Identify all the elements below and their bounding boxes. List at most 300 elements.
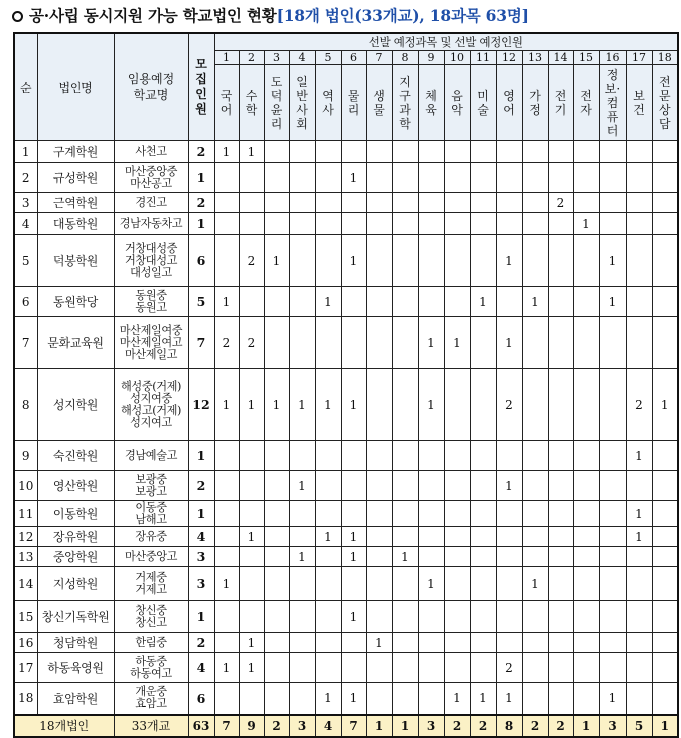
subject-count-cell [470,633,496,653]
subject-count-cell [522,141,548,163]
total-subject-count: 7 [214,715,239,737]
recruit-count: 3 [188,567,214,601]
subject-count-cell [573,317,599,369]
subject-name: 전자 [573,65,599,141]
subject-count-cell [392,193,418,213]
subject-number: 1 [214,51,239,65]
corporation-name: 덕봉학원 [37,235,114,287]
subject-count-cell [418,287,444,317]
subject-count-cell [573,633,599,653]
subject-count-cell [573,527,599,547]
subject-name: 정보·컴퓨터 [599,65,626,141]
subject-count-cell [652,317,678,369]
subject-count-cell [214,601,239,633]
subject-count-cell [214,163,239,193]
subject-count-cell [315,317,341,369]
row-number: 3 [14,193,37,213]
corporation-name: 효암학원 [37,683,114,715]
subject-count-cell [315,501,341,527]
subject-count-cell: 1 [341,601,366,633]
subject-number: 11 [470,51,496,65]
subject-count-cell [289,653,315,683]
row-number: 12 [14,527,37,547]
school-names: 마산중앙중 마산공고 [114,163,188,193]
subject-count-cell [573,683,599,715]
subject-count-cell [366,471,392,501]
subject-number: 5 [315,51,341,65]
school-names: 마산제일여중 마산제일여고 마산제일고 [114,317,188,369]
subject-count-cell [470,653,496,683]
subject-count-cell [418,141,444,163]
subject-count-cell [444,141,470,163]
subject-count-cell [315,653,341,683]
subject-count-cell [599,163,626,193]
subject-count-cell [626,193,652,213]
row-number: 1 [14,141,37,163]
header-recruit: 모 집 인 원 [188,33,214,141]
subject-count-cell: 1 [315,527,341,547]
subject-count-cell: 1 [315,683,341,715]
subject-count-cell [548,317,573,369]
subject-count-cell [522,653,548,683]
subject-count-cell [418,547,444,567]
subject-count-cell [366,547,392,567]
table-row [14,213,678,235]
subject-count-cell [239,471,264,501]
subject-count-cell [264,501,289,527]
header-selection: 선발 예정과목 및 선발 예정인원 [214,33,678,51]
subject-count-cell: 1 [289,547,315,567]
subject-count-cell [444,501,470,527]
subject-count-cell [599,633,626,653]
subject-count-cell [264,317,289,369]
subject-count-cell [652,213,678,235]
subject-count-cell [626,567,652,601]
subject-count-cell [522,441,548,471]
recruit-count: 4 [188,527,214,547]
subject-count-cell [573,547,599,567]
subject-count-cell [341,317,366,369]
subject-count-cell [599,547,626,567]
subject-count-cell [573,471,599,501]
subject-name: 지구과학 [392,65,418,141]
subject-count-cell [444,287,470,317]
subject-count-cell [264,441,289,471]
subject-count-cell [392,317,418,369]
subject-count-cell: 1 [392,547,418,567]
recruit-count: 1 [188,213,214,235]
subject-name: 체육 [418,65,444,141]
subject-count-cell [214,527,239,547]
subject-count-cell [652,683,678,715]
subject-count-cell: 2 [548,193,573,213]
subject-name: 생물 [366,65,392,141]
subject-count-cell [548,567,573,601]
subject-count-cell [366,527,392,547]
subject-count-cell: 1 [289,471,315,501]
subject-count-cell [444,235,470,287]
corporation-name: 근역학원 [37,193,114,213]
recruit-count: 1 [188,501,214,527]
subject-count-cell: 1 [239,633,264,653]
subject-name: 전문상담 [652,65,678,141]
school-names: 해성중(거제) 성지여중 해성고(거제) 성지여고 [114,369,188,441]
subject-count-cell [392,163,418,193]
header-no: 순 [14,33,37,141]
subject-count-cell [548,653,573,683]
recruit-count: 1 [188,441,214,471]
subject-count-cell [418,235,444,287]
subject-count-cell [341,193,366,213]
row-number: 17 [14,653,37,683]
subject-count-cell: 1 [470,683,496,715]
subject-count-cell [366,567,392,601]
row-number: 14 [14,567,37,601]
recruit-count: 6 [188,683,214,715]
subject-count-cell [496,213,522,235]
subject-count-cell [315,601,341,633]
subject-count-cell [341,213,366,235]
subject-count-cell: 1 [573,213,599,235]
subject-count-cell [470,567,496,601]
subject-count-cell [599,527,626,547]
subject-count-cell [496,501,522,527]
subject-count-cell [470,213,496,235]
subject-name: 역사 [315,65,341,141]
subject-count-cell [652,141,678,163]
total-subject-count: 2 [470,715,496,737]
subject-count-cell [522,213,548,235]
subject-count-cell [289,567,315,601]
subject-name: 국어 [214,65,239,141]
corporation-name: 지성학원 [37,567,114,601]
subject-count-cell [548,163,573,193]
subject-count-cell [264,163,289,193]
subject-count-cell [264,287,289,317]
subject-count-cell [366,235,392,287]
subject-count-cell [341,567,366,601]
table-row [14,287,678,317]
subject-count-cell [239,683,264,715]
subject-number: 9 [418,51,444,65]
subject-count-cell [496,441,522,471]
subject-count-cell [366,141,392,163]
subject-count-cell [315,567,341,601]
subject-count-cell: 2 [626,369,652,441]
subject-count-cell [315,471,341,501]
subject-count-cell [214,441,239,471]
subject-number: 7 [366,51,392,65]
school-names: 사천고 [114,141,188,163]
subject-count-cell [366,287,392,317]
subject-count-cell [289,601,315,633]
title-text: 공·사립 동시지원 가능 학교법인 현황 [29,6,277,25]
subject-name: 미술 [470,65,496,141]
subject-count-cell [392,369,418,441]
subject-count-cell: 1 [496,471,522,501]
school-names: 개운중 효암고 [114,683,188,715]
subject-count-cell [470,547,496,567]
subject-number: 18 [652,51,678,65]
corporation-name: 영산학원 [37,471,114,501]
subject-count-cell [522,471,548,501]
row-number: 6 [14,287,37,317]
subject-count-cell [366,317,392,369]
total-recruit: 63 [188,715,214,737]
subject-count-cell [470,369,496,441]
subject-name: 보건 [626,65,652,141]
recruit-count: 7 [188,317,214,369]
subject-count-cell [289,193,315,213]
subject-count-cell [315,547,341,567]
table-row [14,369,678,441]
table-row [14,471,678,501]
subject-count-cell [264,213,289,235]
subject-number: 4 [289,51,315,65]
subject-count-cell [496,633,522,653]
subject-count-cell [264,471,289,501]
row-number: 10 [14,471,37,501]
subject-count-cell: 1 [626,441,652,471]
subject-count-cell [522,235,548,287]
row-number: 15 [14,601,37,633]
subject-count-cell [214,501,239,527]
subject-count-cell [626,163,652,193]
corporation-name: 중앙학원 [37,547,114,567]
subject-count-cell: 1 [599,235,626,287]
subject-count-cell [315,213,341,235]
subject-count-cell [418,633,444,653]
table-row [14,527,678,547]
subject-count-cell [392,633,418,653]
subject-name: 일반사회 [289,65,315,141]
table-row [14,567,678,601]
subject-number: 17 [626,51,652,65]
row-number: 2 [14,163,37,193]
subject-count-cell [573,653,599,683]
row-number: 5 [14,235,37,287]
subject-count-cell [239,287,264,317]
subject-count-cell [444,547,470,567]
subject-count-cell: 1 [418,317,444,369]
header-schools: 임용예정 학교명 [114,33,188,141]
subject-count-cell [418,441,444,471]
subject-count-cell: 1 [496,683,522,715]
subject-count-cell: 1 [626,501,652,527]
subject-count-cell [522,193,548,213]
subject-count-cell [315,141,341,163]
subject-count-cell [264,567,289,601]
subject-count-cell [264,193,289,213]
subject-count-cell [392,501,418,527]
subject-count-cell [392,141,418,163]
subject-count-cell: 1 [341,683,366,715]
subject-count-cell [652,501,678,527]
table-row [14,141,678,163]
subject-count-cell [366,683,392,715]
subject-count-cell [289,441,315,471]
subject-count-cell [289,287,315,317]
subject-count-cell [264,141,289,163]
subject-count-cell [548,471,573,501]
school-names: 창신중 창신고 [114,601,188,633]
subject-number: 14 [548,51,573,65]
subject-count-cell [470,471,496,501]
subject-count-cell [548,369,573,441]
subject-count-cell [264,653,289,683]
subject-count-cell [366,501,392,527]
subject-count-cell [626,633,652,653]
row-number: 8 [14,369,37,441]
subject-count-cell [626,471,652,501]
subject-count-cell [496,141,522,163]
header-corp: 법인명 [37,33,114,141]
corporation-name: 문화교육원 [37,317,114,369]
subject-name: 음악 [444,65,470,141]
subject-count-cell [599,213,626,235]
subject-count-cell [573,235,599,287]
subject-count-cell [548,633,573,653]
total-subject-count: 1 [392,715,418,737]
subject-count-cell [239,501,264,527]
school-names: 경남예술고 [114,441,188,471]
corporation-name: 청담학원 [37,633,114,653]
subject-count-cell: 1 [496,317,522,369]
school-names: 이동중 남해고 [114,501,188,527]
subject-count-cell [214,213,239,235]
subject-number: 16 [599,51,626,65]
subject-count-cell: 1 [315,369,341,441]
subject-count-cell [652,633,678,653]
subject-count-cell [392,683,418,715]
recruit-count: 5 [188,287,214,317]
subject-count-cell [599,567,626,601]
subject-count-cell [599,653,626,683]
subject-count-cell [470,163,496,193]
subject-count-cell: 1 [444,317,470,369]
subject-count-cell [444,193,470,213]
subject-count-cell [522,527,548,547]
subject-name: 물리 [341,65,366,141]
subject-count-cell [470,501,496,527]
subject-count-cell [470,317,496,369]
subject-name: 가정 [522,65,548,141]
subject-count-cell: 1 [341,527,366,547]
subject-count-cell: 1 [341,163,366,193]
recruit-count: 2 [188,471,214,501]
subject-count-cell [626,287,652,317]
subject-count-cell [599,441,626,471]
subject-number: 10 [444,51,470,65]
subject-count-cell [315,163,341,193]
subject-count-cell [548,141,573,163]
table-row [14,547,678,567]
subject-count-cell [599,471,626,501]
subject-number: 3 [264,51,289,65]
school-names: 경남자동차고 [114,213,188,235]
corporation-name: 동원학당 [37,287,114,317]
row-number: 4 [14,213,37,235]
recruit-count: 3 [188,547,214,567]
subject-count-cell [315,235,341,287]
subject-count-cell [626,317,652,369]
table-row [14,163,678,193]
subject-count-cell [315,633,341,653]
subject-count-cell: 2 [496,369,522,441]
subject-count-cell [522,633,548,653]
subject-count-cell: 1 [214,141,239,163]
subject-count-cell [341,471,366,501]
subject-count-cell [652,547,678,567]
subject-count-cell [626,141,652,163]
subject-count-cell [315,193,341,213]
recruit-count: 2 [188,193,214,213]
subject-count-cell [392,441,418,471]
subject-count-cell [289,633,315,653]
total-subject-count: 2 [264,715,289,737]
subject-count-cell [289,317,315,369]
subject-count-cell: 1 [239,653,264,683]
row-number: 7 [14,317,37,369]
table-row [14,501,678,527]
subject-count-cell: 1 [264,369,289,441]
corporation-table [13,32,679,738]
subject-count-cell [599,317,626,369]
subject-count-cell [599,601,626,633]
subject-count-cell [214,471,239,501]
subject-count-cell: 2 [239,235,264,287]
total-subject-count: 1 [366,715,392,737]
total-subject-count: 1 [573,715,599,737]
subject-count-cell [289,235,315,287]
subject-count-cell [652,235,678,287]
subject-count-cell [548,601,573,633]
subject-count-cell [239,601,264,633]
total-subject-count: 4 [315,715,341,737]
subject-count-cell [652,471,678,501]
subject-name: 전기 [548,65,573,141]
subject-count-cell [239,441,264,471]
subject-count-cell: 1 [239,369,264,441]
subject-count-cell [626,213,652,235]
subject-count-cell [264,547,289,567]
subject-count-cell [341,287,366,317]
subject-count-cell [548,527,573,547]
subject-count-cell [264,633,289,653]
subject-count-cell [366,441,392,471]
subject-count-cell: 1 [239,527,264,547]
subject-count-cell [341,441,366,471]
row-number: 18 [14,683,37,715]
subject-count-cell [599,193,626,213]
subject-count-cell [366,213,392,235]
school-names: 경진고 [114,193,188,213]
subject-count-cell [522,501,548,527]
corporation-name: 숙진학원 [37,441,114,471]
corporation-name: 규성학원 [37,163,114,193]
subject-count-cell [366,653,392,683]
total-subject-count: 3 [289,715,315,737]
subject-count-cell [289,501,315,527]
row-number: 13 [14,547,37,567]
subject-count-cell [214,683,239,715]
subject-count-cell: 1 [599,287,626,317]
subject-count-cell [522,317,548,369]
total-subject-count: 7 [341,715,366,737]
subject-count-cell [341,653,366,683]
subject-count-cell: 1 [214,369,239,441]
school-names: 거창대성중 거창대성고 대성일고 [114,235,188,287]
